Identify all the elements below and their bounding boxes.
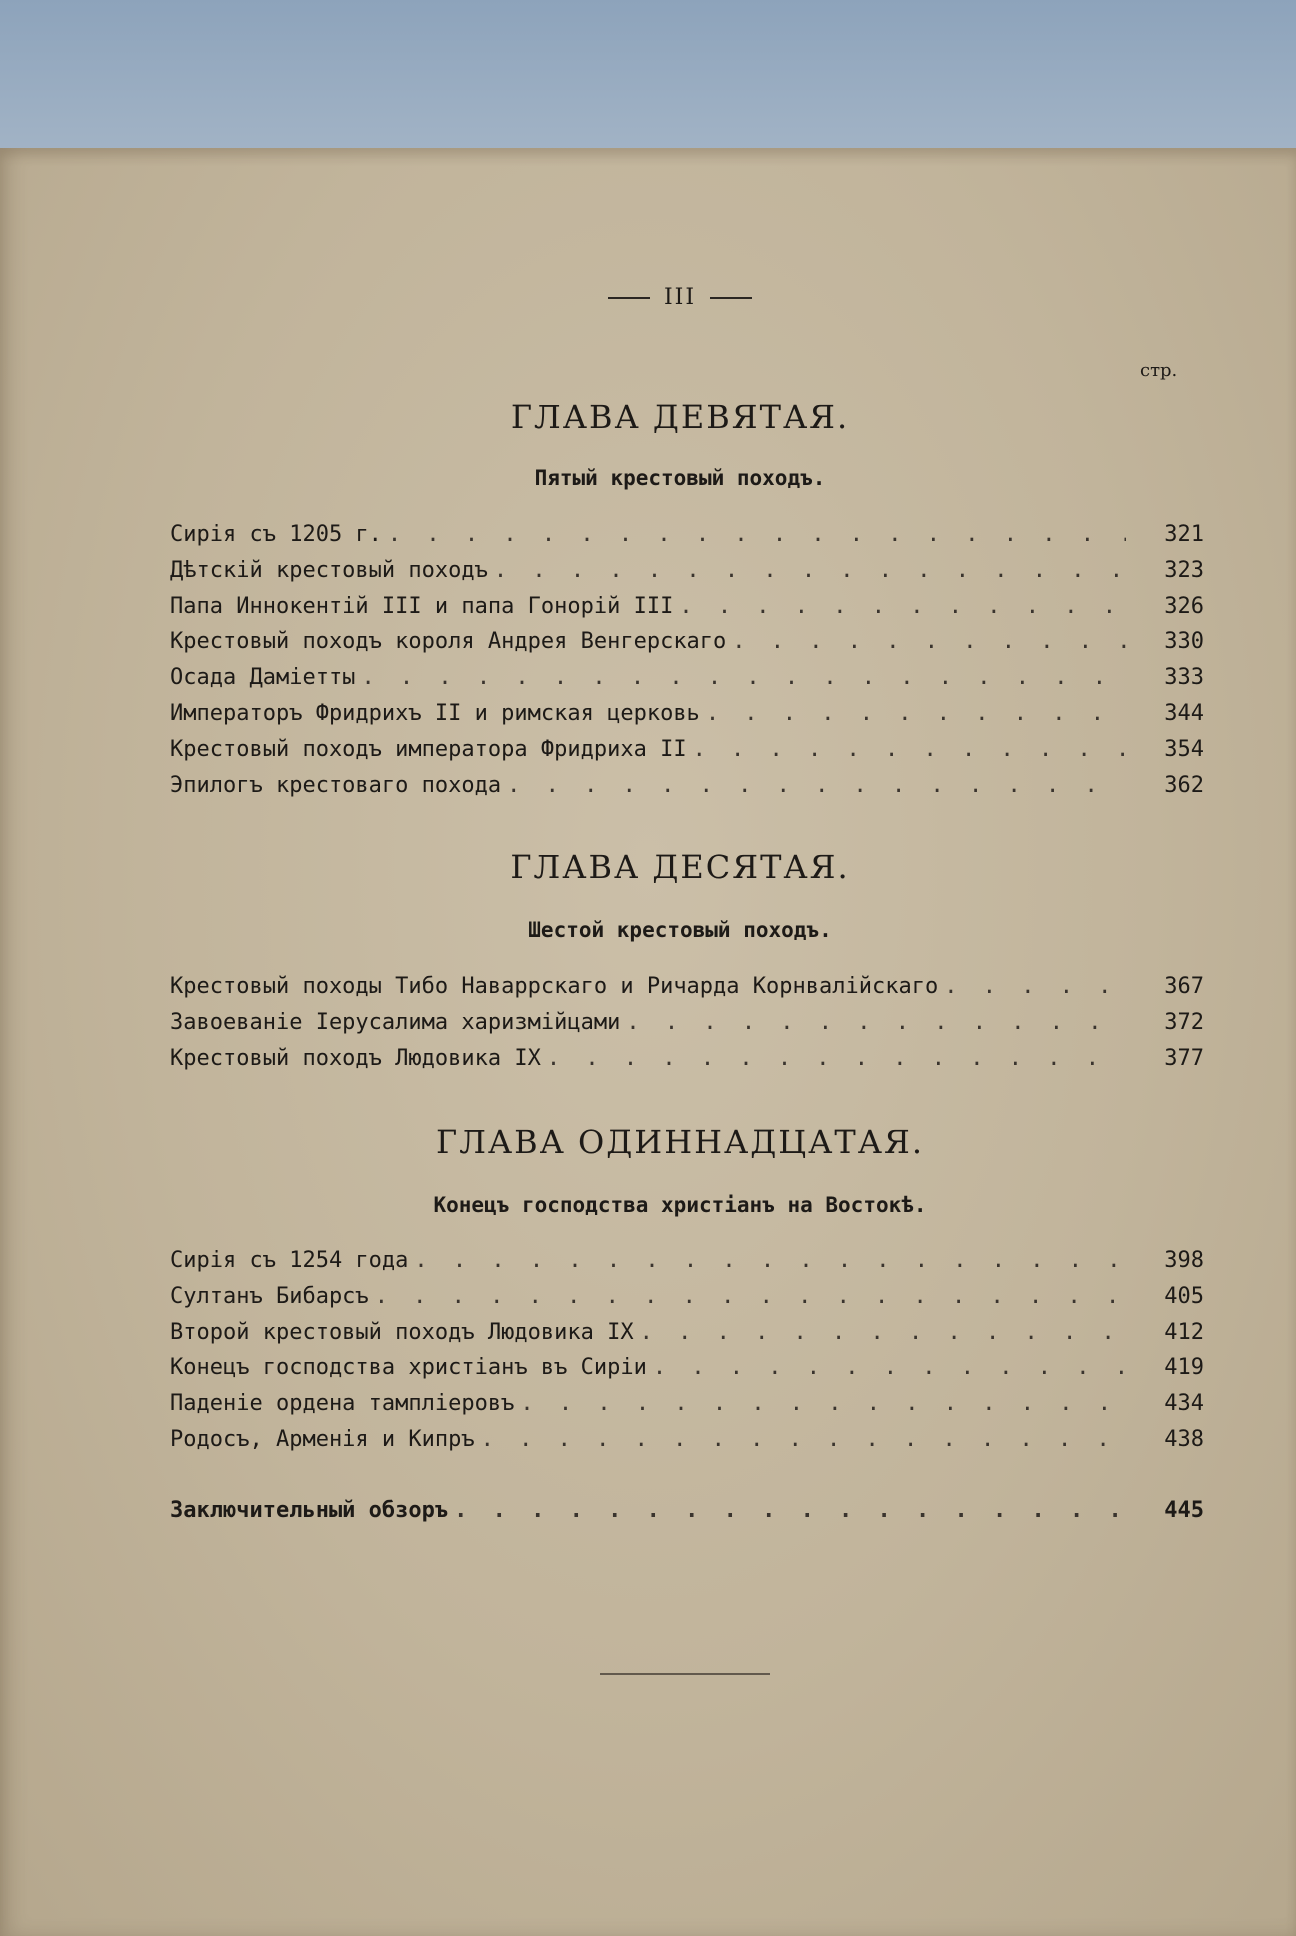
toc-entry[interactable]: Дѣтскій крестовый походъ . . . 323 xyxy=(170,558,1204,594)
toc-entry[interactable]: Императоръ Фридрихъ II и римская церковь . . . 344 xyxy=(170,701,1204,737)
toc-entry-conclusion[interactable]: Заключительный обзоръ . . . 445 xyxy=(170,1498,1204,1534)
toc-entry[interactable]: Паденіе ордена тампліеровъ . . . 434 xyxy=(170,1391,1204,1427)
chapter-subtitle-11: Конецъ господства христіанъ на Востокѣ. xyxy=(433,1193,927,1217)
toc-entry[interactable]: Крестовый походъ короля Андрея Венгерскаго . . . 330 xyxy=(170,629,1204,665)
chapter-heading-11: ГЛАВА ОДИННАДЦАТАЯ. xyxy=(436,1123,924,1161)
toc-entry[interactable]: Султанъ Бибарсъ . . . 405 xyxy=(170,1284,1204,1320)
page-number-dash-left xyxy=(608,297,650,299)
toc-entry[interactable]: Крестовый походъ Людовика IX . . . 377 xyxy=(170,1046,1204,1082)
toc-entry[interactable]: Крестовый походъ императора Фридриха II . . . 354 xyxy=(170,737,1204,773)
toc-list-chapter-10 xyxy=(170,974,1204,1081)
chapter-heading-9: ГЛАВА ДЕВЯТАЯ. xyxy=(510,398,850,436)
toc-entry[interactable]: Папа Иннокентій III и папа Гонорій III . . . 326 xyxy=(170,594,1204,630)
page-column-label: стр. xyxy=(1140,360,1178,381)
toc-entry[interactable]: Родосъ, Арменія и Кипръ . . . 438 xyxy=(170,1427,1204,1463)
toc-entry[interactable]: Эпилогъ крестоваго похода . . . 362 xyxy=(170,773,1204,809)
book-page xyxy=(0,148,1296,1936)
chapter-subtitle-9: Пятый крестовый походъ. xyxy=(534,466,826,490)
chapter-subtitle-10: Шестой крестовый походъ. xyxy=(528,918,832,942)
toc-list-chapter-11 xyxy=(170,1248,1204,1463)
page-number: III xyxy=(0,285,1296,310)
photo-backdrop xyxy=(0,0,1296,160)
toc-conclusion xyxy=(170,1498,1204,1534)
toc-entry[interactable]: Сирія съ 1254 года . . . 398 xyxy=(170,1248,1204,1284)
end-rule xyxy=(600,1673,770,1675)
toc-entry[interactable]: Второй крестовый походъ Людовика IX . . . 412 xyxy=(170,1320,1204,1356)
toc-entry[interactable]: Осада Даміетты . . . 333 xyxy=(170,665,1204,701)
toc-entry[interactable]: Крестовый походы Тибо Наваррскаго и Ричарда Корнвалійскаго . . . 367 xyxy=(170,974,1204,1010)
toc-entry[interactable]: Завоеваніе Іерусалима харизмійцами . . . 372 xyxy=(170,1010,1204,1046)
toc-entry[interactable]: Конецъ господства христіанъ въ Сиріи . . . 419 xyxy=(170,1355,1204,1391)
toc-list-chapter-9 xyxy=(170,522,1204,808)
chapter-heading-10: ГЛАВА ДЕСЯТАЯ. xyxy=(510,848,850,886)
page-number-dash-right xyxy=(710,297,752,299)
toc-entry[interactable]: Сирія съ 1205 г. . . . 321 xyxy=(170,522,1204,558)
